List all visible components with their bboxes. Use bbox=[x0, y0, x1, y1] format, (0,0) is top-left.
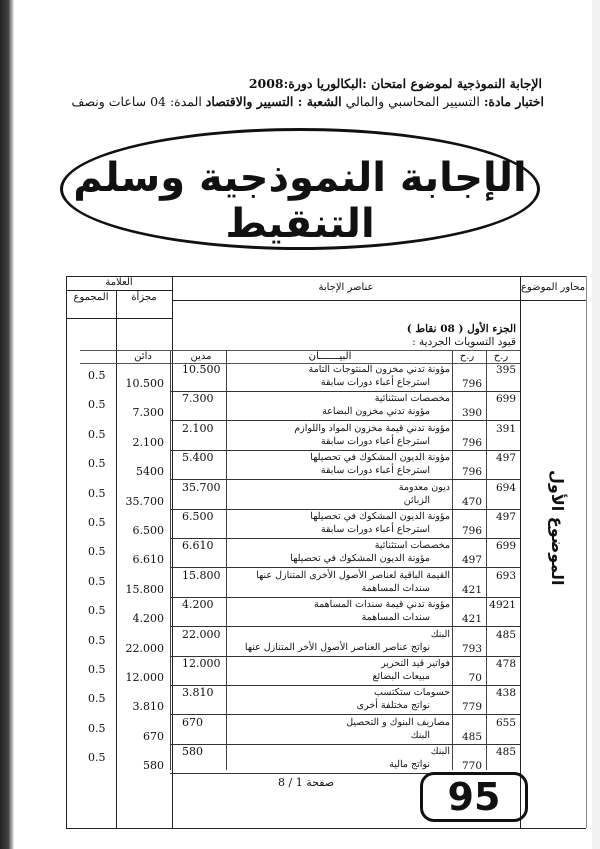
acc-header-a: ر.ح bbox=[493, 351, 509, 362]
header-line-1: الإجابة النموذجية لموضوع امتحان :البكالوريا دورة:2008 bbox=[248, 76, 542, 91]
entry-account-debit: 395 bbox=[495, 364, 516, 376]
entry-account-credit: 796 bbox=[461, 378, 482, 390]
part-subtitle: قيود التسويات الجردية : bbox=[412, 336, 516, 348]
entry-label-credit: استرجاع أعباء دورات سابقة bbox=[320, 436, 430, 447]
entry-account-credit: 779 bbox=[461, 701, 482, 713]
entry-account-debit: 694 bbox=[495, 482, 516, 494]
entry-label-credit: مؤونة تدني مخزون البضاعة bbox=[322, 406, 430, 417]
entry-debit: 7.300 bbox=[182, 392, 214, 405]
entry-account-credit: 390 bbox=[461, 407, 482, 419]
entry-label-debit: حسومات ستكتسب bbox=[374, 687, 450, 698]
entry-separator bbox=[170, 450, 520, 451]
entry-credit: 12.000 bbox=[125, 671, 164, 684]
partial-header: مجزأة bbox=[131, 292, 157, 303]
entry-mark: 0.5 bbox=[88, 604, 106, 617]
entry-separator bbox=[170, 479, 520, 480]
entry-account-debit: 699 bbox=[495, 393, 516, 405]
credit-header: دائن bbox=[134, 351, 152, 362]
section-side-label: الموضوع الأول bbox=[548, 470, 567, 586]
entry-label-credit: نواتج عناصر العناصر الأصول الأخر المتنازل عنها bbox=[244, 642, 430, 653]
mark-header: العلامة bbox=[105, 277, 133, 288]
entry-account-debit: 497 bbox=[495, 511, 516, 523]
entry-label-debit: مصاريف البنوك و التحصيل bbox=[346, 717, 450, 728]
entry-mark: 0.5 bbox=[88, 663, 106, 676]
entry-account-debit: 497 bbox=[495, 452, 516, 464]
entry-credit: 6.610 bbox=[132, 553, 164, 566]
entry-label-credit: استرجاع أعباء دورات سابقة bbox=[320, 465, 430, 476]
entry-credit: 2.100 bbox=[132, 436, 164, 449]
elements-header: عناصر الإجابة bbox=[318, 282, 374, 293]
entry-separator bbox=[170, 509, 520, 510]
entry-mark: 0.5 bbox=[88, 457, 106, 470]
entry-label-credit: نواتج مختلفة أخرى bbox=[356, 700, 430, 711]
entry-debit: 35.700 bbox=[182, 481, 221, 494]
entry-label-credit: نواتج مالية bbox=[389, 759, 430, 770]
entry-debit: 2.100 bbox=[182, 422, 214, 435]
entry-account-credit: 470 bbox=[461, 496, 482, 508]
acc-header-b: ر.ح bbox=[459, 351, 475, 362]
entry-separator bbox=[170, 597, 520, 598]
entry-separator bbox=[170, 626, 520, 627]
entry-label-debit: مؤونة الديون المشكوك في تحصيلها bbox=[310, 452, 450, 463]
entry-label-debit: القيمة الباقية لعناصر الأصول الأخرى المتنازل عنها bbox=[256, 570, 450, 581]
entry-credit: 580 bbox=[143, 759, 164, 772]
entry-mark: 0.5 bbox=[88, 545, 106, 558]
entry-credit: 7.300 bbox=[132, 406, 164, 419]
entry-debit: 22.000 bbox=[182, 628, 221, 641]
statement-header: البيـــــــان bbox=[308, 351, 352, 362]
entry-credit: 22.000 bbox=[125, 642, 164, 655]
entry-credit: 10.500 bbox=[125, 377, 164, 390]
entry-separator bbox=[170, 744, 520, 745]
entry-label-debit: البنك bbox=[430, 629, 450, 640]
entry-label-debit: مؤونة تدني قيمة سندات المساهمة bbox=[314, 599, 450, 610]
entry-label-debit: مؤونة تدني قيمة مخزون المواد واللوازم bbox=[294, 423, 450, 434]
total-header: المجموع bbox=[73, 292, 109, 303]
entry-account-debit: 693 bbox=[495, 570, 516, 582]
entry-mark: 0.5 bbox=[88, 722, 106, 735]
entry-label-credit: الزبائن bbox=[403, 495, 430, 506]
entry-label-debit: مؤونة تدني مخزون المنتوجات التامة bbox=[308, 364, 450, 375]
entry-account-credit: 421 bbox=[461, 613, 482, 625]
entry-account-credit: 421 bbox=[461, 584, 482, 596]
entry-account-debit: 4921 bbox=[489, 599, 516, 611]
entry-account-credit: 796 bbox=[461, 437, 482, 449]
entry-debit: 6.610 bbox=[182, 539, 214, 552]
entry-label-credit: البنك bbox=[410, 730, 430, 741]
entry-account-debit: 655 bbox=[495, 717, 516, 729]
entry-debit: 12.000 bbox=[182, 657, 221, 670]
entry-separator bbox=[170, 714, 520, 715]
entry-account-credit: 793 bbox=[461, 643, 482, 655]
entry-debit: 5.400 bbox=[182, 451, 214, 464]
page-number-box bbox=[420, 772, 528, 822]
entry-credit: 15.800 bbox=[125, 583, 164, 596]
entry-mark: 0.5 bbox=[88, 487, 106, 500]
entry-account-credit: 796 bbox=[461, 525, 482, 537]
entry-account-debit: 438 bbox=[495, 687, 516, 699]
entry-mark: 0.5 bbox=[88, 516, 106, 529]
entry-separator bbox=[170, 567, 520, 568]
entry-separator bbox=[170, 685, 520, 686]
entry-account-debit: 485 bbox=[495, 746, 516, 758]
entry-label-debit: البنك bbox=[430, 746, 450, 757]
scan-edge bbox=[0, 0, 14, 849]
page-number: 95 bbox=[447, 775, 501, 819]
entry-separator bbox=[170, 538, 520, 539]
entry-account-debit: 485 bbox=[495, 629, 516, 641]
entry-account-credit: 70 bbox=[468, 672, 482, 684]
entry-mark: 0.5 bbox=[88, 751, 106, 764]
entry-credit: 4.200 bbox=[132, 612, 164, 625]
page-title: الإجابة النموذجية وسلم التنقيط bbox=[73, 155, 527, 247]
entry-credit: 35.700 bbox=[125, 495, 164, 508]
entry-account-debit: 699 bbox=[495, 540, 516, 552]
scan-edge-right bbox=[592, 0, 600, 849]
entry-label-debit: مخصصات استثنائية bbox=[374, 540, 450, 551]
entry-credit: 5400 bbox=[136, 465, 164, 478]
entry-mark: 0.5 bbox=[88, 369, 106, 382]
entry-label-credit: سندات المساهمة bbox=[361, 612, 430, 623]
part-title: الجزء الأول ( 08 نقاط ) bbox=[406, 323, 516, 335]
entry-debit: 4.200 bbox=[182, 598, 214, 611]
debit-header: مدين bbox=[190, 351, 212, 362]
entry-label-debit: ديون معدومة bbox=[398, 482, 450, 493]
entry-label-credit: سندات المساهمة bbox=[361, 583, 430, 594]
entry-label-credit: استرجاع أعباء دورات سابقة bbox=[320, 377, 430, 388]
entry-debit: 580 bbox=[182, 745, 203, 758]
title-ellipse bbox=[60, 128, 540, 250]
page-footer: صفحة 1 / 8 bbox=[278, 776, 335, 789]
entry-credit: 670 bbox=[143, 730, 164, 743]
header-line-2: اختبار مادة: التسيير المحاسبي والمالي الشعبة : التسيير والاقتصاد المدة: 04 ساعات ونصف bbox=[71, 94, 544, 109]
entry-account-credit: 485 bbox=[461, 731, 482, 743]
entry-label-debit: فواتير قيد التحرير bbox=[381, 658, 450, 669]
entry-account-credit: 796 bbox=[461, 466, 482, 478]
entry-label-debit: مخصصات استثنائية bbox=[374, 393, 450, 404]
entry-account-debit: 478 bbox=[495, 658, 516, 670]
entry-label-credit: مبيعات البضائع bbox=[372, 671, 430, 682]
entry-debit: 670 bbox=[182, 716, 203, 729]
entry-account-credit: 497 bbox=[461, 554, 482, 566]
entry-credit: 3.810 bbox=[132, 700, 164, 713]
entry-credit: 6.500 bbox=[132, 524, 164, 537]
entry-label-credit: استرجاع أعباء دورات سابقة bbox=[320, 524, 430, 535]
entry-mark: 0.5 bbox=[88, 575, 106, 588]
entry-debit: 6.500 bbox=[182, 510, 214, 523]
entry-mark: 0.5 bbox=[88, 634, 106, 647]
entry-label-credit: مؤونة الديون المشكوك في تحصيلها bbox=[290, 553, 430, 564]
entry-account-debit: 391 bbox=[495, 423, 516, 435]
entry-mark: 0.5 bbox=[88, 398, 106, 411]
entry-debit: 10.500 bbox=[182, 363, 221, 376]
entry-mark: 0.5 bbox=[88, 692, 106, 705]
entry-label-debit: مؤونة الديون المشكوك في تحصيلها bbox=[310, 511, 450, 522]
entry-debit: 3.810 bbox=[182, 686, 214, 699]
entry-debit: 15.800 bbox=[182, 569, 221, 582]
entry-separator bbox=[170, 420, 520, 421]
entry-separator bbox=[170, 656, 520, 657]
entry-mark: 0.5 bbox=[88, 428, 106, 441]
entry-separator bbox=[170, 391, 520, 392]
entry-account-credit: 770 bbox=[461, 760, 482, 772]
axis-header: محاور الموضوع bbox=[520, 282, 586, 293]
